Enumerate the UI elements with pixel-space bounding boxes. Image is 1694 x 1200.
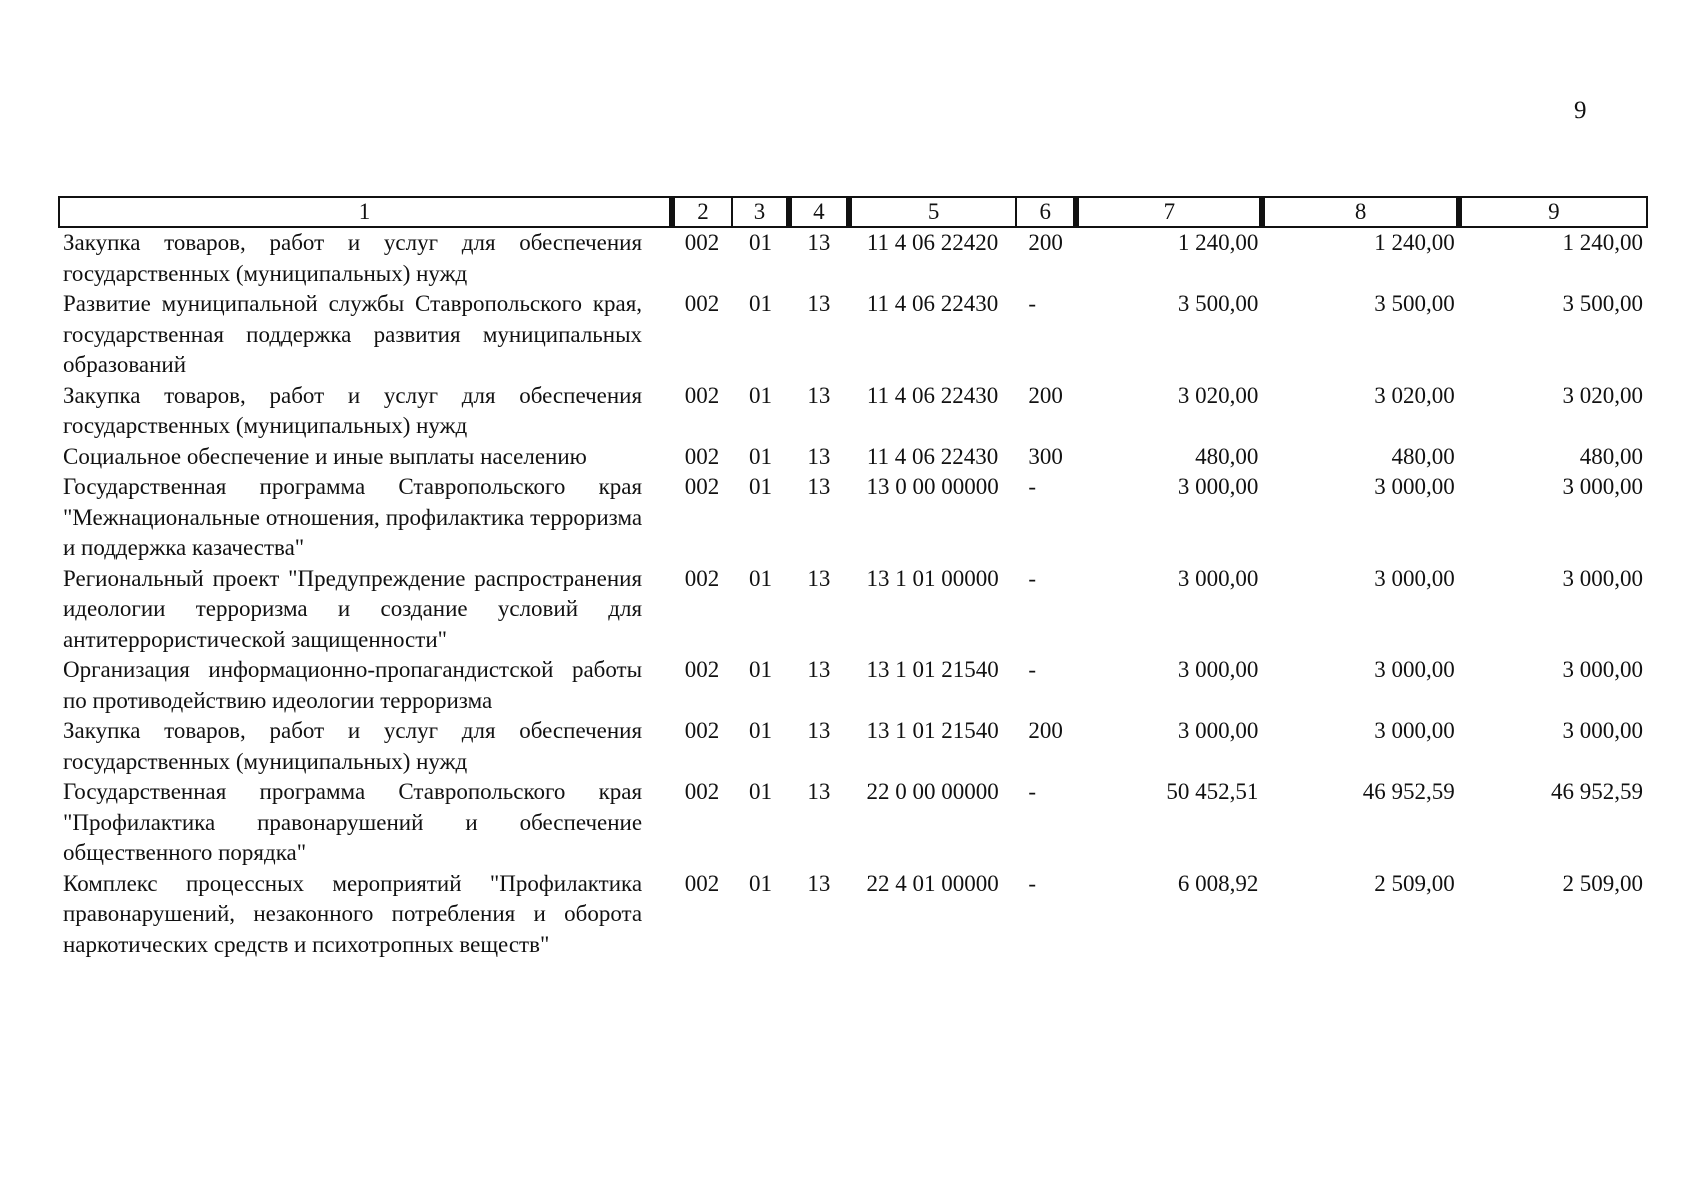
table-row [59, 869, 1647, 961]
row-col4-cell: 13 [807, 291, 831, 316]
header-cell-4: 4 [789, 197, 849, 227]
header-cell-2: 2 [672, 197, 732, 227]
row-col2-cell: 002 [684, 718, 720, 743]
row-col2-cell: 002 [684, 474, 720, 499]
row-col4-cell: 13 [807, 779, 831, 804]
table-row [59, 227, 1647, 289]
row-col2-cell: 002 [684, 230, 720, 255]
row-col6-cell: - [1028, 565, 1036, 591]
row-col9-cell: 3 020,00 [1562, 382, 1643, 408]
table-row [59, 655, 1647, 716]
row-col5-cell: 13 0 00 00000 [866, 474, 999, 499]
table-row [59, 777, 1647, 869]
row-col3-cell: 01 [748, 382, 772, 408]
row-col4-cell: 13 [807, 657, 831, 682]
budget-table [58, 196, 1648, 960]
row-col6-cell: - [1028, 474, 1036, 499]
table-row [59, 289, 1647, 381]
row-col5-cell: 11 4 06 22420 [866, 230, 999, 255]
row-col7-cell: 3 000,00 [1177, 474, 1259, 499]
header-cell-8: 8 [1262, 197, 1458, 227]
row-name-cell: Государственная программа Ставропольского края "Профилактика правонарушений и обеспечение общественного порядка" [63, 779, 643, 865]
row-col7-cell: 3 000,00 [1177, 657, 1259, 682]
row-col6-cell: - [1028, 657, 1036, 682]
row-col9-cell: 1 240,00 [1562, 230, 1643, 255]
row-col8-cell: 3 000,00 [1374, 565, 1455, 591]
header-cell-7: 7 [1076, 197, 1262, 227]
row-col5-cell: 11 4 06 22430 [866, 382, 999, 408]
row-col5-cell: 13 1 01 00000 [866, 565, 999, 591]
row-col9-cell: 480,00 [1579, 443, 1643, 469]
row-name-cell: Закупка товаров, работ и услуг для обеспечения государственных (муниципальных) нужд [63, 382, 643, 438]
row-col2-cell: 002 [684, 291, 720, 316]
row-col3-cell: 01 [748, 657, 772, 682]
row-col8-cell: 3 000,00 [1374, 718, 1455, 743]
row-col9-cell: 3 500,00 [1562, 291, 1643, 316]
row-col8-cell: 480,00 [1391, 443, 1455, 469]
row-col7-cell: 6 008,92 [1177, 870, 1259, 896]
row-col2-cell: 002 [684, 657, 720, 682]
row-col7-cell: 1 240,00 [1177, 230, 1259, 255]
header-cell-1: 1 [59, 197, 672, 227]
row-col3-cell: 01 [748, 230, 772, 255]
row-col3-cell: 01 [748, 474, 772, 499]
row-col8-cell: 3 000,00 [1374, 657, 1455, 682]
row-col3-cell: 01 [748, 718, 772, 743]
row-col3-cell: 01 [748, 779, 772, 804]
row-col3-cell: 01 [748, 870, 772, 896]
row-col9-cell: 3 000,00 [1562, 474, 1643, 499]
row-col6-cell: 200 [1028, 718, 1063, 743]
row-col6-cell: 200 [1028, 230, 1063, 255]
row-name-cell: Государственная программа Ставропольского края "Межнациональные отношения, профилактика терроризма и поддержка казачества" [63, 474, 643, 560]
row-col8-cell: 3 020,00 [1374, 382, 1455, 408]
row-col7-cell: 480,00 [1195, 443, 1259, 469]
row-col7-cell: 3 000,00 [1177, 565, 1259, 591]
header-cell-3: 3 [732, 197, 789, 227]
row-col8-cell: 3 000,00 [1374, 474, 1455, 499]
table-row [59, 381, 1647, 442]
row-name-cell: Организация информационно-пропагандистской работы по противодействию идеологии терроризма [63, 657, 643, 713]
row-name-cell: Региональный проект "Предупреждение распространения идеологии терроризма и создание условий для антитеррористической защищенности" [63, 565, 643, 652]
row-col6-cell: 200 [1028, 382, 1063, 408]
row-col5-cell: 13 1 01 21540 [866, 718, 999, 743]
row-col2-cell: 002 [684, 382, 720, 408]
row-col6-cell: 300 [1028, 443, 1063, 469]
table-row [59, 716, 1647, 777]
row-col7-cell: 50 452,51 [1166, 779, 1259, 804]
row-col5-cell: 22 0 00 00000 [866, 779, 999, 804]
row-col7-cell: 3 020,00 [1177, 382, 1259, 408]
row-name-cell: Социальное обеспечение и иные выплаты населению [63, 443, 587, 469]
row-col3-cell: 01 [748, 443, 772, 469]
row-col3-cell: 01 [748, 565, 772, 591]
row-name-cell: Закупка товаров, работ и услуг для обеспечения государственных (муниципальных) нужд [63, 230, 643, 286]
row-col6-cell: - [1028, 779, 1036, 804]
table-row [59, 564, 1647, 656]
row-col5-cell: 11 4 06 22430 [866, 291, 999, 316]
row-col7-cell: 3 000,00 [1177, 718, 1259, 743]
header-row [59, 197, 1647, 227]
row-col8-cell: 2 509,00 [1374, 870, 1455, 896]
table-row [59, 472, 1647, 564]
row-col9-cell: 3 000,00 [1562, 657, 1643, 682]
row-col5-cell: 13 1 01 21540 [866, 657, 999, 682]
header-cell-5: 5 [849, 197, 1016, 227]
row-col9-cell: 2 509,00 [1562, 870, 1643, 896]
row-col8-cell: 3 500,00 [1374, 291, 1455, 316]
row-col5-cell: 22 4 01 00000 [866, 870, 999, 896]
row-col9-cell: 46 952,59 [1551, 779, 1643, 804]
row-col5-cell: 11 4 06 22430 [866, 443, 999, 469]
table-row [59, 442, 1647, 473]
row-col4-cell: 13 [807, 565, 831, 591]
row-name-cell: Комплекс процессных мероприятий "Профилактика правонарушений, незаконного потребления и оборота наркотических средств и психотропных веществ" [63, 870, 643, 957]
row-col8-cell: 1 240,00 [1374, 230, 1455, 255]
row-col4-cell: 13 [807, 230, 831, 255]
row-name-cell: Развитие муниципальной службы Ставропольского края, государственная поддержка развития муниципальных образований [63, 291, 643, 377]
row-col2-cell: 002 [684, 565, 720, 591]
row-col9-cell: 3 000,00 [1562, 565, 1643, 591]
page-number: 9 [1574, 97, 1587, 124]
row-col3-cell: 01 [748, 291, 772, 316]
row-col6-cell: - [1028, 870, 1036, 896]
row-col4-cell: 13 [807, 443, 831, 469]
row-col2-cell: 002 [684, 443, 720, 469]
row-col2-cell: 002 [684, 870, 720, 896]
header-cell-6: 6 [1016, 197, 1076, 227]
row-col8-cell: 46 952,59 [1362, 779, 1455, 804]
row-col4-cell: 13 [807, 474, 831, 499]
row-col6-cell: - [1028, 291, 1036, 316]
header-cell-9: 9 [1459, 197, 1647, 227]
row-col4-cell: 13 [807, 718, 831, 743]
row-name-cell: Закупка товаров, работ и услуг для обеспечения государственных (муниципальных) нужд [63, 718, 643, 774]
row-col2-cell: 002 [684, 779, 720, 804]
row-col7-cell: 3 500,00 [1177, 291, 1259, 316]
row-col4-cell: 13 [807, 870, 831, 896]
row-col4-cell: 13 [807, 382, 831, 408]
row-col9-cell: 3 000,00 [1562, 718, 1643, 743]
table-body [59, 227, 1647, 960]
